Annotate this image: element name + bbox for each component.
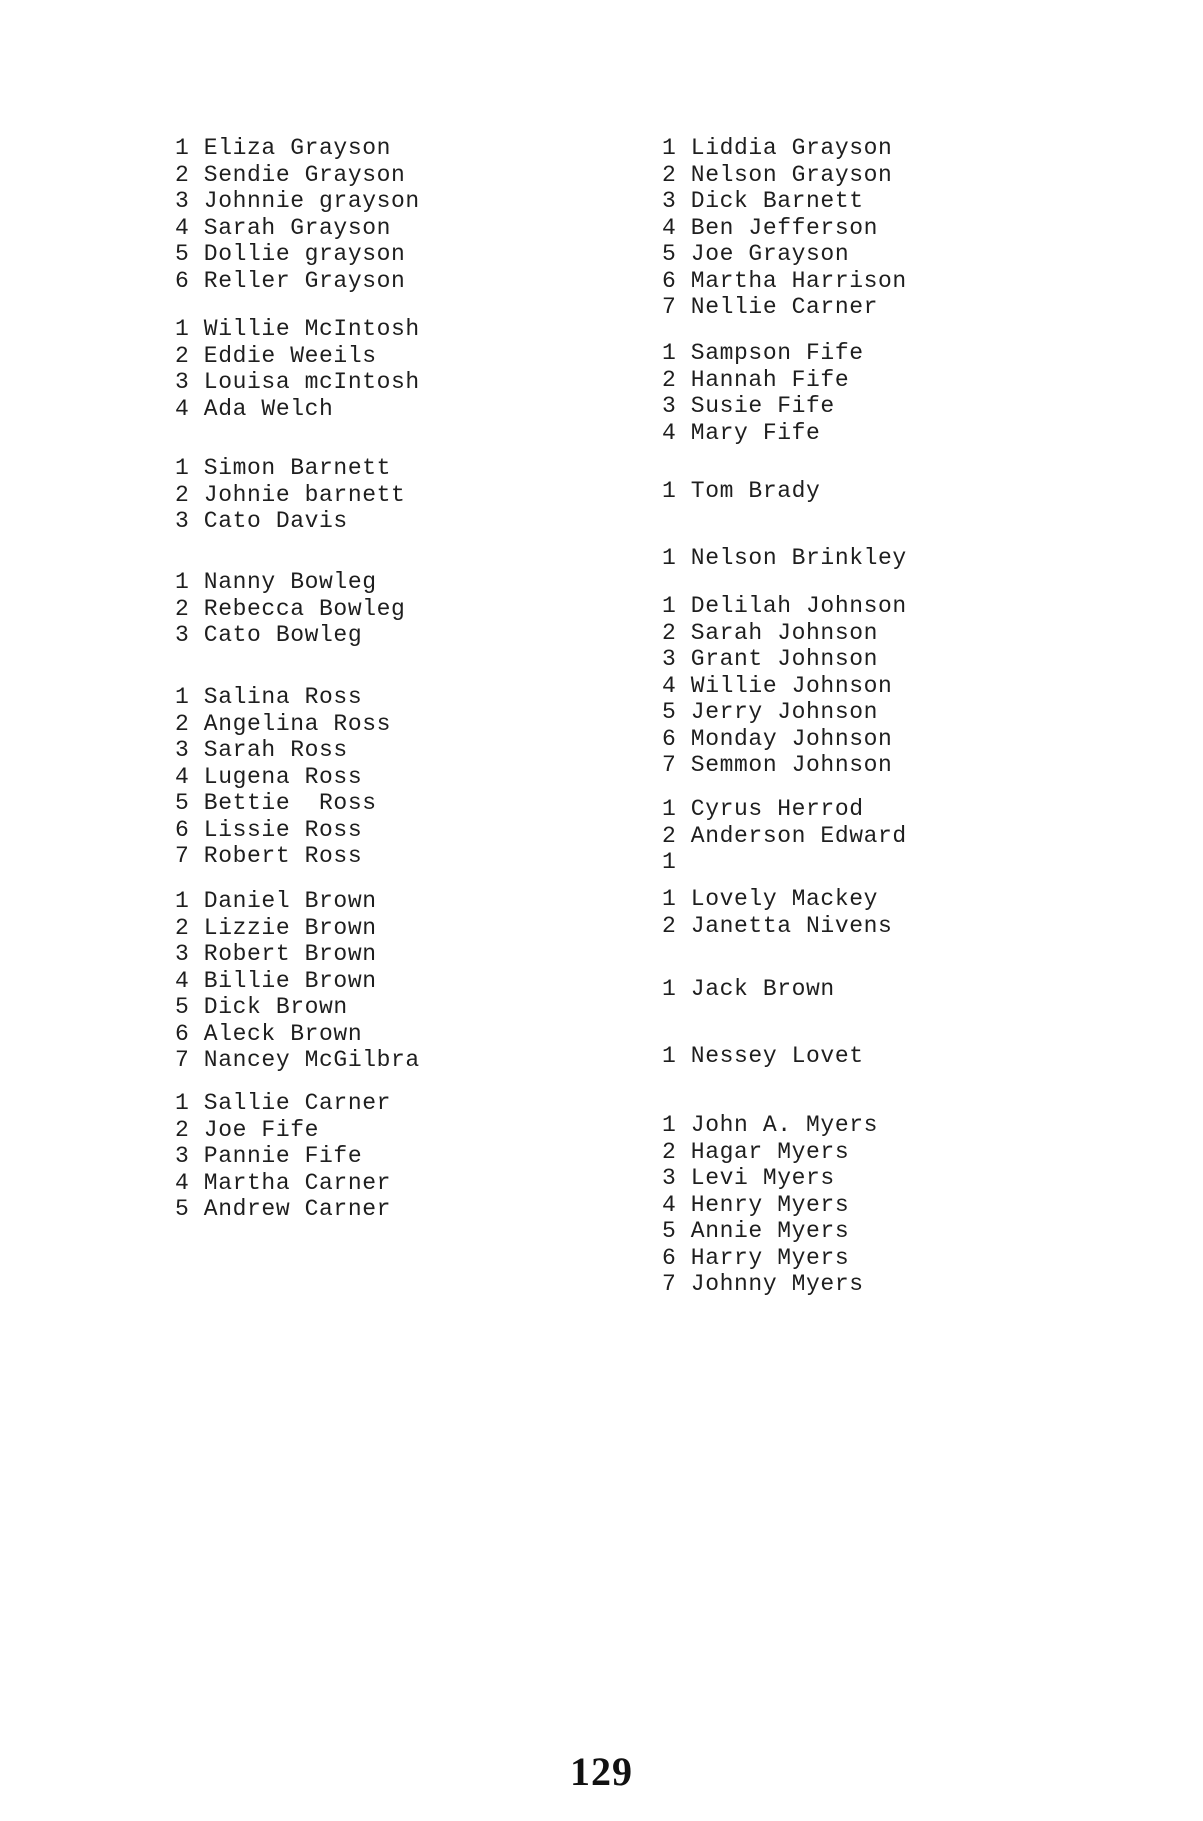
roll-entry: 6 Harry Myers xyxy=(662,1244,850,1271)
roll-entry: 6 Monday Johnson xyxy=(662,725,893,752)
roll-entry: 7 Semmon Johnson xyxy=(662,752,893,778)
family-group xyxy=(175,135,420,294)
family-group xyxy=(175,455,405,535)
roll-entry: 2 Hagar Myers xyxy=(662,1138,850,1165)
family-group xyxy=(662,886,892,939)
roll-entry: 1 Eliza Grayson xyxy=(175,135,392,161)
family-group xyxy=(662,545,907,572)
roll-entry: 1 Daniel Brown xyxy=(175,888,377,914)
page-number: 129 xyxy=(570,1749,633,1794)
roll-entry: 4 Mary Fife xyxy=(662,419,821,446)
roll-entry: 2 Sarah Johnson xyxy=(662,619,879,646)
family-group xyxy=(175,684,391,870)
roll-entry: 6 Reller Grayson xyxy=(175,267,406,294)
family-group xyxy=(662,593,907,779)
roll-entry: 2 Joe Fife xyxy=(175,1116,320,1143)
roll-entry: 1 Nessey Lovet xyxy=(662,1043,864,1069)
roll-entry: 3 Pannie Fife xyxy=(175,1143,363,1169)
roll-entry: 2 Sendie Grayson xyxy=(175,161,406,188)
roll-entry: 1 Cyrus Herrod xyxy=(662,796,864,822)
family-group xyxy=(662,796,907,876)
roll-entry: 4 Henry Myers xyxy=(662,1191,850,1218)
family-group xyxy=(662,976,835,1003)
roll-entry: 2 Angelina Ross xyxy=(175,710,392,737)
family-group xyxy=(175,316,420,422)
roll-entry: 7 Nancey McGilbra xyxy=(175,1047,420,1073)
roll-entry: 1 Sallie Carner xyxy=(175,1090,392,1116)
roll-entry: 1 Delilah Johnson xyxy=(662,593,907,619)
roll-entry: 1 Salina Ross xyxy=(175,684,363,710)
roll-entry: 1 Liddia Grayson xyxy=(662,135,893,161)
roll-entry: 2 Janetta Nivens xyxy=(662,912,893,939)
roll-entry: 5 Jerry Johnson xyxy=(662,699,879,725)
roll-entry: 1 Lovely Mackey xyxy=(662,886,879,912)
family-group xyxy=(175,569,405,649)
family-group xyxy=(175,1090,391,1223)
roll-entry: 3 Robert Brown xyxy=(175,941,377,967)
roll-entry: 5 Dick Brown xyxy=(175,994,348,1020)
roll-entry: 2 Johnie barnett xyxy=(175,481,406,508)
roll-entry: 1 xyxy=(662,849,677,875)
roll-entry: 5 Bettie Ross xyxy=(175,790,377,816)
roll-entry: 1 Nelson Brinkley xyxy=(662,545,907,571)
family-group xyxy=(662,135,907,321)
roll-entry: 6 Martha Harrison xyxy=(662,267,907,294)
roll-entry: 4 Billie Brown xyxy=(175,967,377,994)
roll-entry: 4 Ben Jefferson xyxy=(662,214,879,241)
roll-entry: 5 Joe Grayson xyxy=(662,241,850,267)
roll-entry: 3 Louisa mcIntosh xyxy=(175,369,420,395)
roll-entry: 3 Susie Fife xyxy=(662,393,835,419)
roll-entry: 4 Ada Welch xyxy=(175,395,334,422)
family-group xyxy=(662,1112,878,1298)
roll-entry: 1 Willie McIntosh xyxy=(175,316,420,342)
roll-entry: 1 Simon Barnett xyxy=(175,455,392,481)
roll-entry: 1 John A. Myers xyxy=(662,1112,879,1138)
roll-entry: 6 Lissie Ross xyxy=(175,816,363,843)
roll-entry: 1 Sampson Fife xyxy=(662,340,864,366)
roll-entry: 2 Anderson Edward xyxy=(662,822,907,849)
roll-entry: 1 Nanny Bowleg xyxy=(175,569,377,595)
roll-entry: 2 Rebecca Bowleg xyxy=(175,595,406,622)
roll-entry: 7 Johnny Myers xyxy=(662,1271,864,1297)
roll-entry: 3 Grant Johnson xyxy=(662,646,879,672)
roll-entry: 5 Dollie grayson xyxy=(175,241,406,267)
roll-entry: 2 Lizzie Brown xyxy=(175,914,377,941)
family-group xyxy=(175,888,420,1074)
roll-entry: 3 Cato Bowleg xyxy=(175,622,363,648)
roll-entry: 4 Lugena Ross xyxy=(175,763,363,790)
roll-entry: 2 Eddie Weeils xyxy=(175,342,377,369)
family-group xyxy=(662,478,820,505)
roll-entry: 5 Andrew Carner xyxy=(175,1196,392,1222)
roll-entry: 7 Nellie Carner xyxy=(662,294,879,320)
roll-entry: 7 Robert Ross xyxy=(175,843,363,869)
roll-entry: 3 Levi Myers xyxy=(662,1165,835,1191)
roll-entry: 3 Johnnie grayson xyxy=(175,188,420,214)
roll-entry: 1 Tom Brady xyxy=(662,478,821,504)
roll-entry: 3 Cato Davis xyxy=(175,508,348,534)
roll-entry: 6 Aleck Brown xyxy=(175,1020,363,1047)
roll-entry: 4 Sarah Grayson xyxy=(175,214,392,241)
roll-entry: 3 Sarah Ross xyxy=(175,737,348,763)
roll-entry: 4 Martha Carner xyxy=(175,1169,392,1196)
family-group xyxy=(662,1043,864,1070)
roll-entry: 2 Nelson Grayson xyxy=(662,161,893,188)
roll-entry: 1 Jack Brown xyxy=(662,976,835,1002)
roll-entry: 2 Hannah Fife xyxy=(662,366,850,393)
roll-entry: 5 Annie Myers xyxy=(662,1218,850,1244)
roll-entry: 4 Willie Johnson xyxy=(662,672,893,699)
roll-entry: 3 Dick Barnett xyxy=(662,188,864,214)
family-group xyxy=(662,340,864,446)
